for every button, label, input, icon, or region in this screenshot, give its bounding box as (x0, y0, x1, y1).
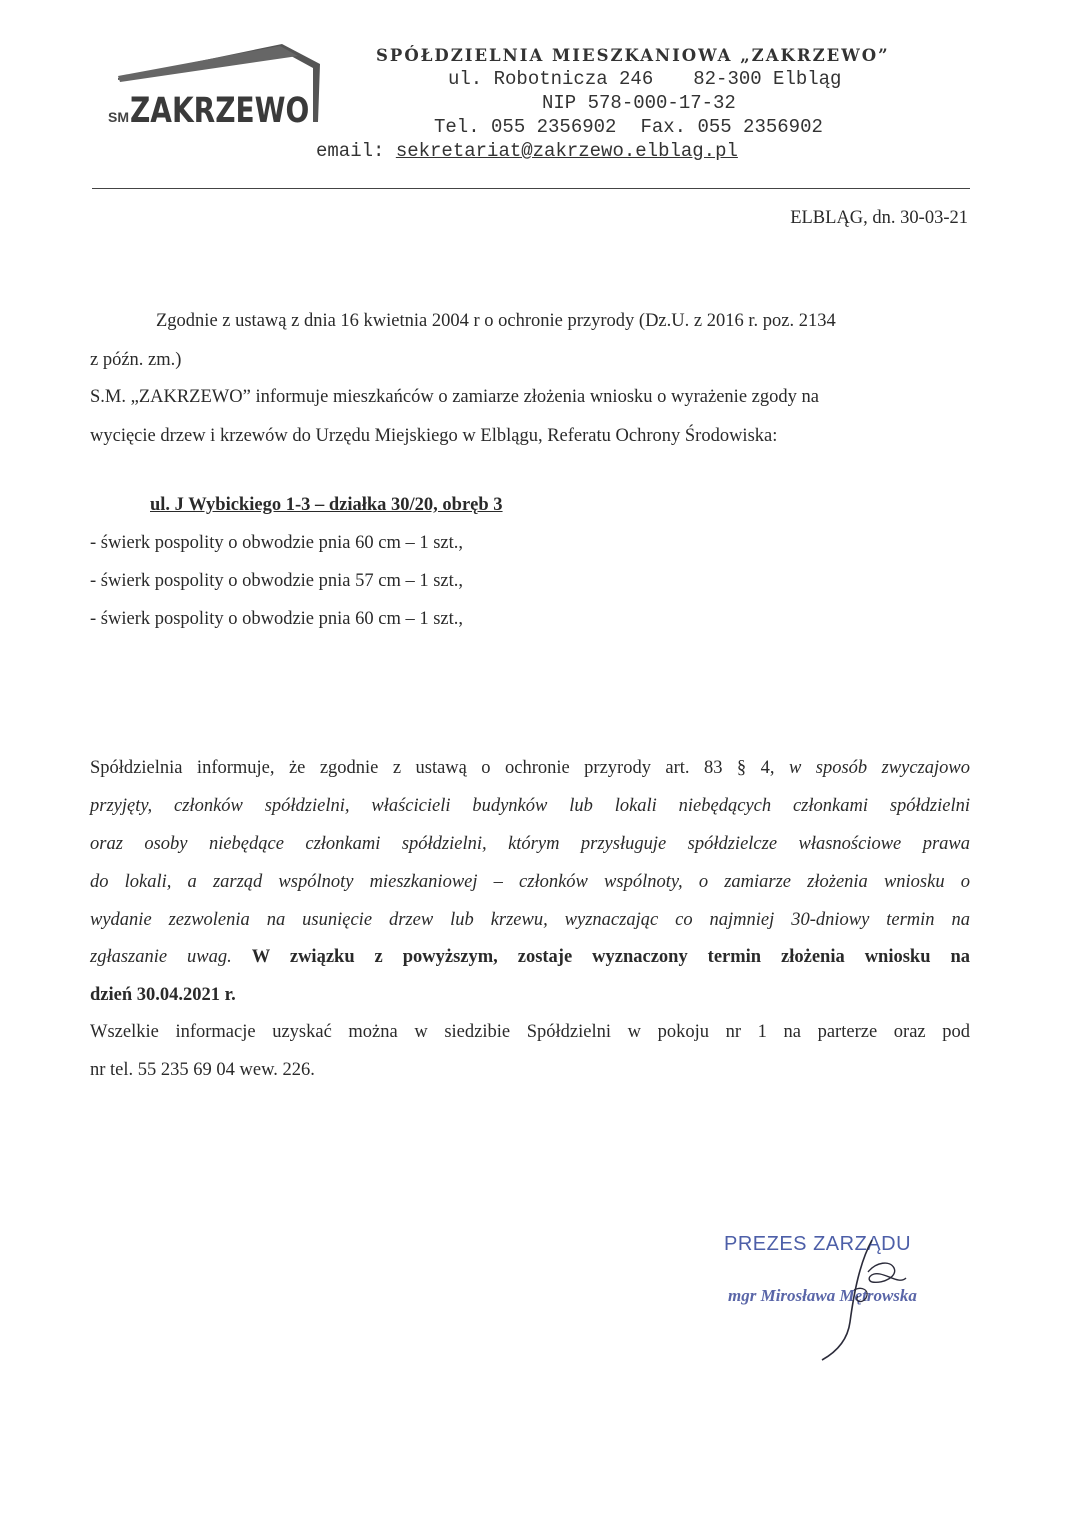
tree-item: - świerk pospolity o obwodzie pnia 60 cm – 1 szt., (90, 533, 464, 553)
stamp-name: mgr Mirosława Mętrowska (728, 1286, 917, 1305)
intro-line-2: z późn. zm.) (90, 350, 182, 370)
info-line-2: nr tel. 55 235 69 04 wew. 226. (90, 1060, 315, 1080)
logo-roof-icon (108, 42, 328, 132)
tree-item: - świerk pospolity o obwodzie pnia 60 cm – 1 szt., (90, 609, 464, 629)
contact-line (434, 116, 823, 138)
date-line: ELBLĄG, dn. 30-03-21 (790, 208, 968, 228)
intro-line-3: S.M. „ZAKRZEWO” informuje mieszkańców o zamiarze złożenia wniosku o wyrażenie zgody na (90, 387, 819, 407)
notice-italic: zgłaszanie uwag. (90, 947, 232, 967)
notice-line-5: wydanie zezwolenia na usunięcie drzew lub krzewu, wyznaczając co najmniej 30-dniowy termin na (90, 910, 970, 930)
logo-name: ZAKRZEWO (130, 91, 310, 131)
city: 82-300 Elbląg (693, 68, 842, 90)
notice-line-3: oraz osoby niebędące członkami spółdzielni, którym przysługuje spółdzielcze własnościowe prawa (90, 834, 970, 854)
location-heading: ul. J Wybickiego 1-3 – działka 30/20, obręb 3 (150, 495, 503, 515)
intro-line-1: Zgodnie z ustawą z dnia 16 kwietnia 2004 r o ochronie przyrody (Dz.U. z 2016 r. poz. 2134 (156, 311, 836, 331)
notice-line-1 (90, 758, 970, 779)
email-link[interactable]: sekretariat@zakrzewo.elblag.pl (395, 140, 738, 162)
notice-line-6 (90, 947, 970, 968)
nip: NIP 578-000-17-32 (542, 92, 736, 114)
email-label: email: (316, 140, 385, 162)
street: ul. Robotnicza 246 (448, 68, 654, 90)
deadline-line: dzień 30.04.2021 r. (90, 985, 236, 1005)
notice-text: Spółdzielnia informuje, że zgodnie z ustawą o ochronie przyrody art. 83 § 4, (90, 758, 775, 778)
info-line-1: Wszelkie informacje uzyskać można w siedzibie Spółdzielni w pokoju nr 1 na parterze oraz pod (90, 1022, 970, 1042)
logo (108, 42, 328, 132)
notice-line-2: przyjęty, członków spółdzielni, właścicieli budynków lub lokali niebędących członkami spółdzielni (90, 796, 970, 816)
address-line (448, 68, 841, 90)
organization-name: SPÓŁDZIELNIA MIESZKANIOWA „ZAKRZEWO” (376, 46, 890, 65)
fax: Fax. 055 2356902 (640, 116, 823, 138)
telephone: Tel. 055 2356902 (434, 116, 617, 138)
email-line (316, 140, 738, 162)
tree-item: - świerk pospolity o obwodzie pnia 57 cm – 1 szt., (90, 571, 464, 591)
signature-icon (810, 1232, 920, 1362)
intro-line-4: wycięcie drzew i krzewów do Urzędu Miejskiego w Elblągu, Referatu Ochrony Środowiska: (90, 426, 778, 446)
notice-line-4: do lokali, a zarząd wspólnoty mieszkaniowej – członków wspólnoty, o zamiarze złożenia wniosku o (90, 872, 970, 892)
header-divider (92, 188, 970, 189)
notice-bold: W związku z powyższym, zostaje wyznaczony termin złożenia wniosku na (251, 947, 971, 967)
logo-prefix: SM (108, 109, 129, 125)
notice-italic: w sposób zwyczajowo (788, 758, 970, 778)
stamp-title: PREZES ZARZĄDU (724, 1233, 912, 1255)
